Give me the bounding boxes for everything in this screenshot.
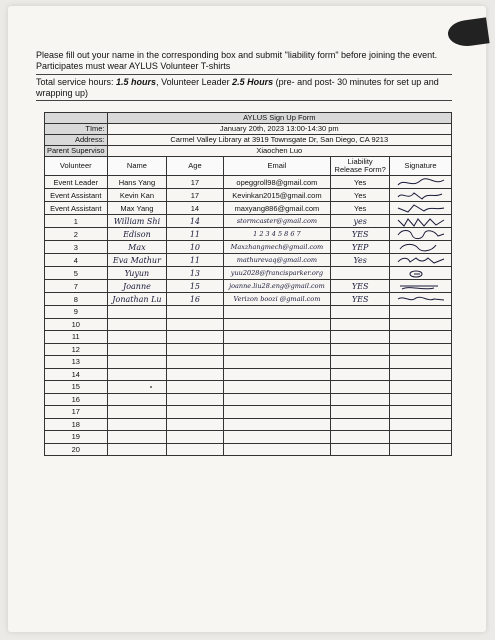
email-cell: stormcaster@gmail.com (223, 215, 331, 228)
age-cell (167, 356, 223, 369)
signature-cell (390, 331, 452, 344)
table-row (45, 318, 452, 331)
table-row (45, 331, 452, 344)
table-row (45, 343, 452, 356)
volunteer-cell: 8 (45, 293, 108, 306)
volunteer-cell: 20 (45, 443, 108, 456)
name-cell (107, 356, 167, 369)
table-row (45, 228, 452, 241)
age-cell (167, 418, 223, 431)
address-value: Carmel Valley Library at 3919 Townsgate Dr, San Diego, CA 9213 (107, 135, 451, 146)
liability-cell (331, 331, 390, 344)
instruction-line-2: Participates must wear AYLUS Volunteer T-shirts (36, 61, 231, 71)
table-row (45, 254, 452, 267)
signature-cell (390, 189, 452, 202)
title-spacer (45, 113, 108, 124)
volunteer-cell: Event Assistant (45, 202, 108, 215)
volunteer-cell: 7 (45, 280, 108, 293)
liability-cell (331, 343, 390, 356)
liability-cell: Yes (331, 176, 390, 189)
table-row (45, 306, 452, 319)
age-cell: 11 (167, 228, 223, 241)
col-volunteer: Volunteer (45, 157, 108, 176)
volunteer-cell: 15 (45, 381, 108, 394)
liability-cell (331, 368, 390, 381)
liability-cell (331, 306, 390, 319)
form-title: AYLUS Sign Up Form (107, 113, 451, 124)
signature-cell (390, 406, 452, 419)
liability-cell: YES (331, 280, 390, 293)
volunteer-cell: 17 (45, 406, 108, 419)
signature-cell (390, 241, 452, 254)
volunteer-cell: Event Leader (45, 176, 108, 189)
col-liability: Liability Release Form? (331, 157, 390, 176)
col-email: Email (223, 157, 331, 176)
volunteer-cell: 2 (45, 228, 108, 241)
instruction-block (36, 50, 452, 75)
binder-clip-shadow (446, 17, 489, 48)
age-cell (167, 368, 223, 381)
liability-cell: YES (331, 228, 390, 241)
time-label: TIme: (45, 124, 108, 135)
signup-form-table (44, 112, 452, 456)
instructions (36, 50, 452, 101)
signature-cell (390, 368, 452, 381)
liability-cell: YEP (331, 241, 390, 254)
table-row (45, 267, 452, 280)
name-cell (107, 318, 167, 331)
volunteer-cell: 14 (45, 368, 108, 381)
liability-cell (331, 356, 390, 369)
email-cell: Maxzhangmech@gmail.com (223, 241, 331, 254)
liability-cell: Yes (331, 254, 390, 267)
liability-cell (331, 393, 390, 406)
signature-cell (390, 356, 452, 369)
col-age: Age (167, 157, 223, 176)
volunteer-cell: 18 (45, 418, 108, 431)
col-name: Name (107, 157, 167, 176)
hours-suffix: (pre- and post- 30 minutes for set up and wrapping up) (36, 77, 439, 98)
handwritten-signature (394, 293, 448, 305)
table-row (45, 356, 452, 369)
table-row (45, 215, 452, 228)
name-cell: Max (107, 241, 167, 254)
signature-cell (390, 267, 452, 280)
table-row (45, 202, 452, 215)
volunteer-cell: 9 (45, 306, 108, 319)
table-row (45, 381, 452, 394)
volunteer-cell: 12 (45, 343, 108, 356)
name-cell (107, 381, 167, 394)
liability-cell: YES (331, 293, 390, 306)
name-cell: Joanne (107, 280, 167, 293)
signature-cell (390, 280, 452, 293)
signature-cell (390, 176, 452, 189)
email-cell: Verizon boozi @gmail.com (223, 293, 331, 306)
name-cell (107, 443, 167, 456)
signature-cell (390, 318, 452, 331)
age-cell (167, 331, 223, 344)
signature-cell (390, 443, 452, 456)
table-row (45, 176, 452, 189)
email-cell (223, 331, 331, 344)
signature-cell (390, 215, 452, 228)
table-row (45, 368, 452, 381)
email-cell (223, 343, 331, 356)
email-cell (223, 356, 331, 369)
email-cell (223, 318, 331, 331)
name-cell (107, 368, 167, 381)
name-cell (107, 331, 167, 344)
signature-cell (390, 393, 452, 406)
name-cell (107, 418, 167, 431)
handwritten-signature (394, 202, 448, 214)
hours-mid: , Volunteer Leader (156, 77, 233, 87)
name-cell (107, 406, 167, 419)
age-cell (167, 318, 223, 331)
liability-cell (331, 418, 390, 431)
liability-cell: Yes (331, 202, 390, 215)
name-cell: Edison (107, 228, 167, 241)
table-row (45, 443, 452, 456)
liability-cell: yes (331, 215, 390, 228)
handwritten-signature (394, 280, 448, 292)
signature-cell (390, 306, 452, 319)
hours-prefix: Total service hours: (36, 77, 117, 87)
signature-cell (390, 418, 452, 431)
handwritten-signature (394, 176, 448, 188)
age-cell: 15 (167, 280, 223, 293)
service-hours (36, 77, 452, 101)
age-cell: 17 (167, 189, 223, 202)
instruction-line-1: Please fill out your name in the corresponding box and submit "liability form" before joining the event. (36, 50, 438, 60)
volunteer-cell: 10 (45, 318, 108, 331)
col-signature: Signature (390, 157, 452, 176)
age-cell: 17 (167, 176, 223, 189)
name-cell: William Shi (107, 215, 167, 228)
handwritten-signature (394, 267, 448, 279)
email-cell: joanne.liu28.eng@gmail.com (223, 280, 331, 293)
stray-mark (150, 386, 152, 388)
email-cell: mathurevaq@gmail.com (223, 254, 331, 267)
name-cell: Jonathan Lu (107, 293, 167, 306)
email-cell: 1 2 3 4 5 8 6 7 (223, 228, 331, 241)
table-row (45, 393, 452, 406)
volunteer-rows (45, 176, 452, 456)
handwritten-signature (394, 241, 448, 253)
handwritten-signature (394, 215, 448, 227)
liability-cell (331, 381, 390, 394)
handwritten-signature (394, 254, 448, 266)
email-cell: maxyang886@gmail.com (223, 202, 331, 215)
hours-leader: 2.5 Hours (232, 77, 274, 87)
email-cell (223, 393, 331, 406)
signature-cell (390, 381, 452, 394)
age-cell (167, 431, 223, 444)
liability-cell (331, 443, 390, 456)
volunteer-cell: Event Assistant (45, 189, 108, 202)
name-cell (107, 343, 167, 356)
age-cell: 14 (167, 215, 223, 228)
name-cell: Eva Mathur (107, 254, 167, 267)
email-cell (223, 443, 331, 456)
age-cell (167, 443, 223, 456)
table-row (45, 280, 452, 293)
table-row (45, 293, 452, 306)
table-row (45, 189, 452, 202)
email-cell (223, 306, 331, 319)
hours-total: 1.5 hours (116, 77, 157, 87)
parent-value: Xiaochen Luo (107, 146, 451, 157)
name-cell (107, 306, 167, 319)
parent-label: Parent Superviso (45, 146, 108, 157)
signature-cell (390, 228, 452, 241)
age-cell: 11 (167, 254, 223, 267)
volunteer-cell: 1 (45, 215, 108, 228)
handwritten-signature (394, 189, 448, 201)
age-cell: 13 (167, 267, 223, 280)
email-cell (223, 381, 331, 394)
volunteer-cell: 5 (45, 267, 108, 280)
signature-cell (390, 254, 452, 267)
liability-cell: Yes (331, 189, 390, 202)
liability-cell (331, 431, 390, 444)
time-value: January 20th, 2023 13:00-14:30 pm (107, 124, 451, 135)
volunteer-cell: 16 (45, 393, 108, 406)
age-cell (167, 306, 223, 319)
liability-cell (331, 406, 390, 419)
volunteer-cell: 4 (45, 254, 108, 267)
age-cell (167, 406, 223, 419)
name-cell: Hans Yang (107, 176, 167, 189)
signature-cell (390, 293, 452, 306)
volunteer-cell: 11 (45, 331, 108, 344)
liability-cell (331, 318, 390, 331)
age-cell (167, 393, 223, 406)
age-cell: 14 (167, 202, 223, 215)
name-cell: Yuyun (107, 267, 167, 280)
volunteer-cell: 13 (45, 356, 108, 369)
signature-cell (390, 431, 452, 444)
email-cell: yuu2028@francisparker.org (223, 267, 331, 280)
age-cell (167, 343, 223, 356)
age-cell: 10 (167, 241, 223, 254)
email-cell (223, 431, 331, 444)
email-cell (223, 418, 331, 431)
email-cell (223, 406, 331, 419)
signature-cell (390, 343, 452, 356)
table-row (45, 406, 452, 419)
name-cell (107, 393, 167, 406)
email-cell: opeggroll98@gmail.com (223, 176, 331, 189)
age-cell: 16 (167, 293, 223, 306)
volunteer-cell: 19 (45, 431, 108, 444)
name-cell (107, 431, 167, 444)
name-cell: Max Yang (107, 202, 167, 215)
volunteer-cell: 3 (45, 241, 108, 254)
table-row (45, 431, 452, 444)
age-cell (167, 381, 223, 394)
handwritten-signature (394, 228, 448, 240)
signature-cell (390, 202, 452, 215)
email-cell: Kevinkan2015@gmail.com (223, 189, 331, 202)
address-label: Address: (45, 135, 108, 146)
name-cell: Kevin Kan (107, 189, 167, 202)
table-row (45, 418, 452, 431)
email-cell (223, 368, 331, 381)
table-row (45, 241, 452, 254)
liability-cell (331, 267, 390, 280)
